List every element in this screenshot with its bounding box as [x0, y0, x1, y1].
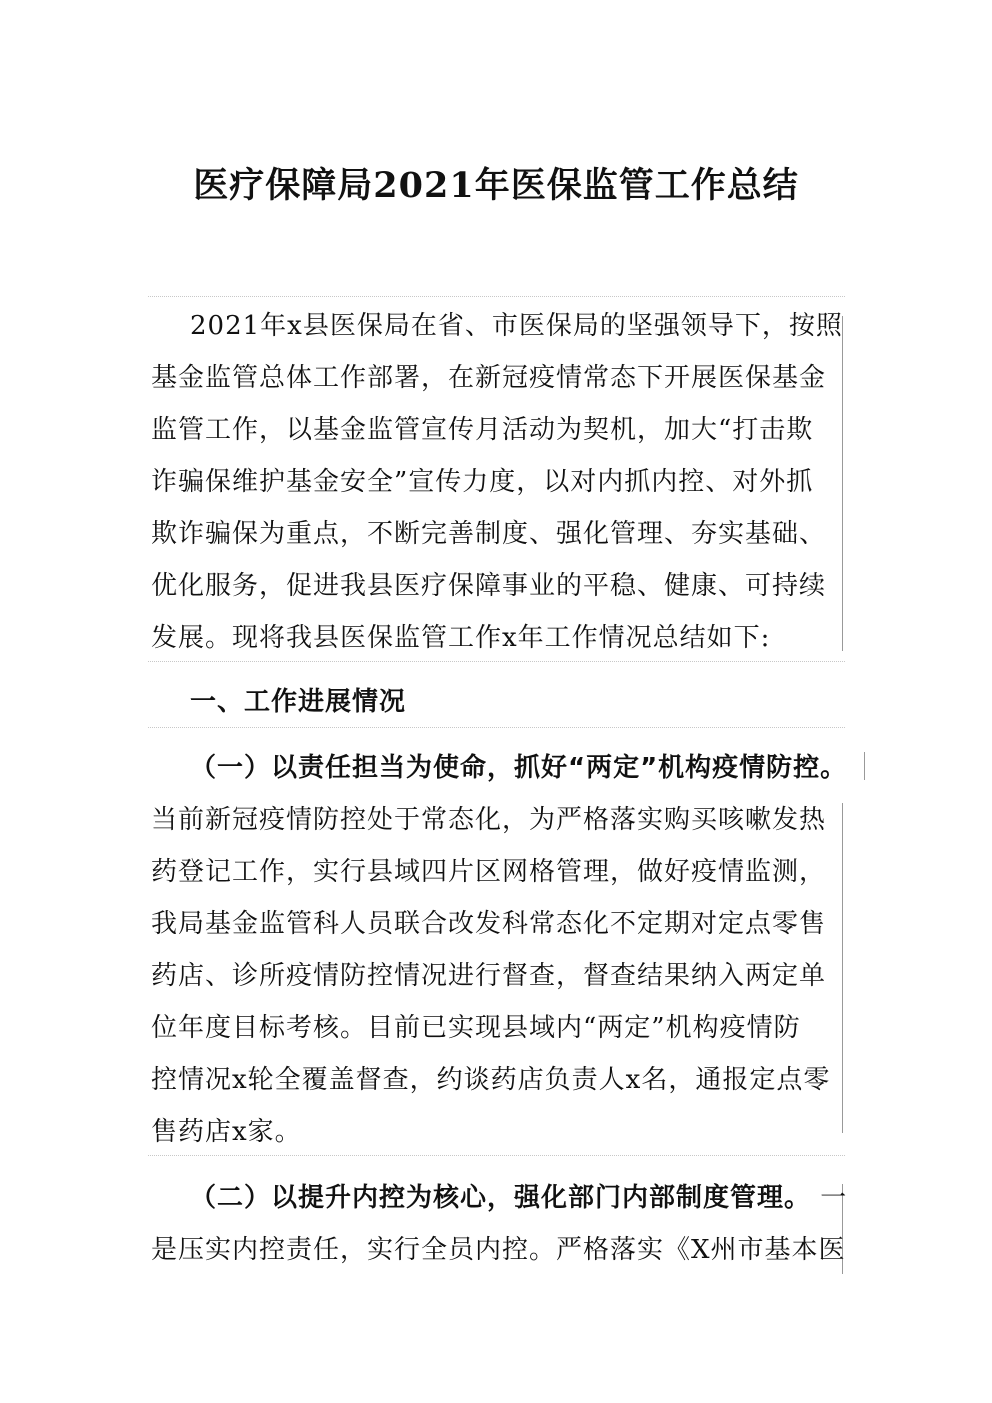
paragraph-line: 优化服务，促进我县医疗保障事业的平稳、健康、可持续 — [151, 571, 827, 601]
section-divider — [148, 1155, 845, 1156]
paragraph-start: 一 — [820, 1183, 848, 1213]
document-title: 医疗保障局2021年医保监管工作总结 — [193, 165, 799, 206]
paragraph-line: 药登记工作，实行县域四片区网格管理，做好疫情监测， — [151, 857, 827, 887]
subsection-heading: （一）以责任担当为使命，抓好“两定”机构疫情防控。 — [190, 753, 848, 783]
paragraph-line: 是压实内控责任，实行全员内控。严格落实《X州市基本医 — [151, 1235, 846, 1265]
paragraph-line: 售药店x家。 — [151, 1117, 302, 1147]
paragraph-line: 位年度目标考核。目前已实现县域内“两定”机构疫情防 — [151, 1013, 801, 1043]
paragraph-line: 基金监管总体工作部署，在新冠疫情常态下开展医保基金 — [151, 363, 827, 393]
section-divider — [148, 661, 845, 662]
section-heading: 一、工作进展情况 — [190, 687, 407, 717]
paragraph-line: 监管工作，以基金监管宣传月活动为契机，加大“打击欺 — [151, 415, 814, 445]
section-divider — [148, 296, 845, 297]
section-divider — [148, 727, 845, 728]
subsection-heading-line — [190, 1182, 847, 1214]
margin-marker — [842, 803, 843, 1133]
paragraph-line: 欺诈骗保为重点，不断完善制度、强化管理、夯实基础、 — [151, 519, 827, 549]
paragraph-line: 发展。现将我县医保监管工作x年工作情况总结如下: — [151, 623, 771, 653]
paragraph-line: 诈骗保维护基金安全”宣传力度，以对内抓内控、对外抓 — [151, 467, 814, 497]
subsection-heading: （二）以提升内控为核心，强化部门内部制度管理。 — [190, 1183, 812, 1213]
paragraph-line: 控情况x轮全覆盖督查，约谈药店负责人x名，通报定点零 — [151, 1065, 831, 1095]
paragraph-line: 当前新冠疫情防控处于常态化，为严格落实购买咳嗽发热 — [151, 805, 827, 835]
paragraph-line: 药店、诊所疫情防控情况进行督查，督查结果纳入两定单 — [151, 961, 827, 991]
paragraph-line: 2021年x县医保局在省、市医保局的坚强领导下，按照 — [190, 311, 843, 341]
margin-marker — [864, 752, 865, 780]
paragraph-line: 我局基金监管科人员联合改发科常态化不定期对定点零售 — [151, 909, 827, 939]
margin-marker — [842, 316, 843, 651]
